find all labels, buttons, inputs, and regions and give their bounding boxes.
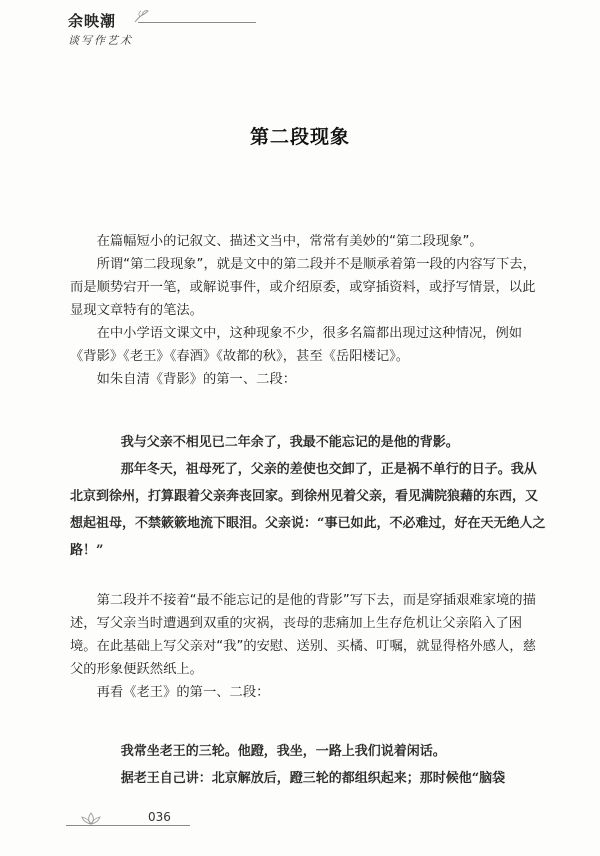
page-footer [66,808,246,830]
paragraph: 第二段并不接着“最不能忘记的是他的背影”写下去，而是穿插艰难家境的描述，写父亲当时遭遇到双重的灾祸，丧母的悲痛加上生存危机让父亲陷入了困境。在此基础上写父亲对“我”的安慰、送别、买橘、叮嘱，就显得格外感人，慈父的形象便跃然纸上。 [70,593,536,677]
quote-paragraph: 我常坐老王的三轮。他蹬，我坐，一路上我们说着闲话。 [120,744,446,759]
header-author: 余映潮 [68,12,117,30]
quote-paragraph: 据老王自己讲：北京解放后，蹬三轮的都组织起来；那时候他“脑袋 [120,771,506,786]
running-header [66,8,266,48]
intro-section [70,230,548,391]
header-subtitle: 谈写作艺术 [68,34,133,47]
paragraph: 在中小学语文课文中，这种现象不少，很多名篇都出现过这种情况，例如《背影》《老王》《春酒》《故都的秋》，甚至《岳阳楼记》。 [70,326,523,364]
quote-laowang [70,738,548,792]
paragraph: 再看《老王》的第一、二段： [96,685,270,700]
quote-paragraph: 我与父亲不相见已二年余了，我最不能忘记的是他的背影。 [120,435,459,450]
footer-rule [66,825,190,826]
quote-beiying [70,429,548,564]
analysis-section [70,589,548,704]
page-number: 036 [148,810,171,824]
paragraph: 所谓“第二段现象”，就是文中的第二段并不是顺承着第一段的内容写下去，而是顺势宕开一笔，或解说事件，或介绍原委，或穿插资料，或抒写情景，以此显现文章特有的笔法。 [70,257,536,318]
paragraph: 在篇幅短小的记叙文、描述文当中，常常有美妙的“第二段现象”。 [96,234,483,249]
lotus-ornament-icon [80,810,102,826]
paragraph: 如朱自清《背影》的第一、二段： [96,372,297,387]
quote-paragraph: 那年冬天，祖母死了，父亲的差使也交卸了，正是祸不单行的日子。我从北京到徐州，打算跟着父亲奔丧回家。到徐州见着父亲，看见满院狼藉的东西，又想起祖母，不禁簌簌地流下眼泪。父亲说：“事已如此，不必难过，好在天无绝人之路！” [70,462,546,558]
header-rule [138,22,256,23]
chapter-title: 第二段现象 [249,126,350,148]
